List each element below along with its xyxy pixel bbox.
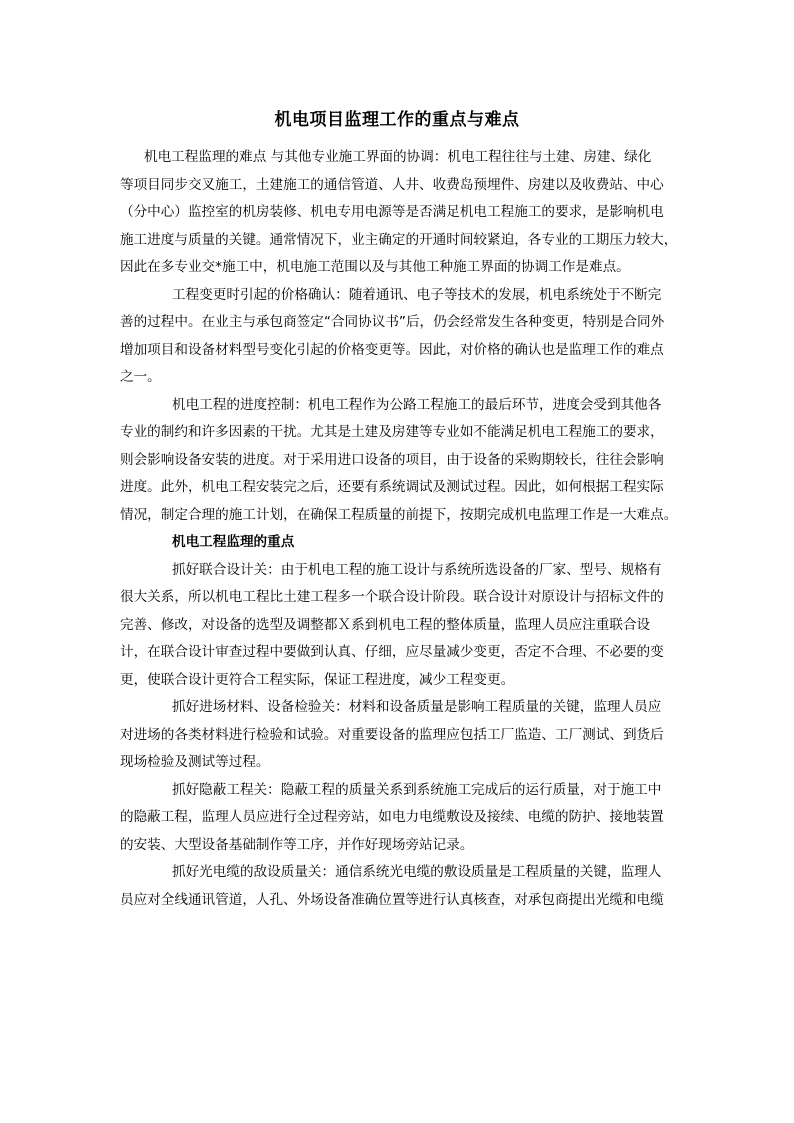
paragraph-line: 抓好光电缆的敌设质量关：通信系统光电缆的敷设质量是工程质量的关键，监理人 — [172, 864, 662, 880]
paragraph-line: 对进场的各类材料进行检验和试验。对重要设备的监理应包括工厂监造、工厂测试、到货后 — [120, 726, 664, 743]
paragraph-price-confirmation — [120, 282, 680, 392]
paragraph-material-inspection — [120, 694, 680, 777]
paragraph-line: 工程变更时引起的价格确认：随着通讯、电子等技术的发展，机电系统处于不断完 — [172, 286, 662, 303]
paragraph-line: 更，使联合设计更符合工程实际，保证工程进度，减少工程变更。 — [120, 671, 515, 688]
paragraph-line: 很大关系，所以机电工程比土建工程多一个联合设计阶段。联合设计对原设计与招标文件的 — [120, 589, 664, 605]
paragraph-line: 的隐蔽工程，监理人员应进行全过程旁站，如电力电缆敷设及接续、电缆的防护、接地装置 — [120, 809, 664, 825]
paragraph-line: 抓好进场材料、设备检验关：材料和设备质量是影响工程质量的关键，监理人员应 — [172, 699, 662, 715]
paragraph-line: 机电工程的进度控制：机电工程作为公路工程施工的最后环节，进度会受到其他各 — [172, 396, 662, 413]
paragraph-line: 善的过程中。在业主与承包商签定“合同协议书”后，仍会经常发生各种变更，特别是合同外 — [120, 314, 665, 330]
paragraph-line: 等项目同步交叉施工，土建施工的通信管道、人井、收费岛预埋件、房建以及收费站、中心 — [120, 176, 664, 193]
paragraph-line: 现场检验及测试等过程。 — [120, 754, 270, 770]
paragraph-cable-laying — [120, 859, 680, 914]
paragraph-line: 抓好联合设计关：由于机电工程的施工设计与系统所选设备的厂家、型号、规格有 — [172, 561, 662, 578]
paragraph-joint-design — [120, 557, 680, 695]
paragraph-line: 进度。此外，机电工程安装完之后，还要有系统调试及测试过程。因此，如何根据工程实际 — [120, 479, 664, 495]
paragraph-line: 则会影响设备安装的进度。对于采用进口设备的项目，由于设备的采购期较长，往往会影响 — [120, 451, 664, 468]
paragraph-line: 抓好隐蔽工程关：隐蔽工程的质量关系到系统施工完成后的运行质量，对于施工中 — [172, 781, 662, 798]
paragraph-electromechanical-difficulties — [120, 144, 680, 282]
paragraph-line: 情况，制定合理的施工计划，在确保工程质量的前提下，按期完成机电监理工作是一大难点。 — [120, 506, 678, 523]
paragraph-line: 的安装、大型设备基础制作等工序，并作好现场旁站记录。 — [120, 836, 474, 853]
paragraph-concealed-works — [120, 777, 680, 860]
paragraph-line: 增加项目和设备材料型号变化引起的价格变更等。因此，对价格的确认也是监理工作的难点 — [120, 341, 664, 358]
paragraph-line: 之一。 — [120, 369, 161, 385]
paragraph-line: 施工进度与质量的关键。通常情况下，业主确定的开通时间较紧迫，各专业的工期压力较大， — [120, 231, 678, 248]
paragraph-line: 完善、修改，对设备的选型及调整都Ｘ系到机电工程的整体质量，监理人员应注重联合设 — [120, 616, 651, 633]
document-body — [120, 144, 680, 914]
document-title: 机电项目监理工作的重点与难点 — [274, 110, 520, 130]
paragraph-line: 机电工程监理的难点 与其他专业施工界面的协调：机电工程往往与土建、房建、绿化 — [144, 149, 652, 165]
paragraph-line: 因此在多专业交*施工中，机电施工范围以及与其他工种施工界面的协调工作是难点。 — [120, 259, 630, 275]
paragraph-line: 员应对全线通讯管道，人孔、外场设备准确位置等进行认真核查，对承包商提出光缆和电缆 — [120, 891, 664, 908]
section-heading: 机电工程监理的重点 — [172, 534, 295, 550]
paragraph-line: 计，在联合设计审查过程中要做到认真、仔细，应尽量减少变更，否定不合理、不必要的变 — [120, 644, 664, 660]
paragraph-line: （分中心）监控室的机房装修、机电专用电源等是否满足机电工程施工的要求，是影响机电 — [120, 204, 664, 220]
paragraph-schedule-control — [120, 392, 680, 530]
paragraph-line: 专业的制约和许多因素的干扰。尤其是土建及房建等专业如不能满足机电工程施工的要求， — [120, 424, 664, 440]
